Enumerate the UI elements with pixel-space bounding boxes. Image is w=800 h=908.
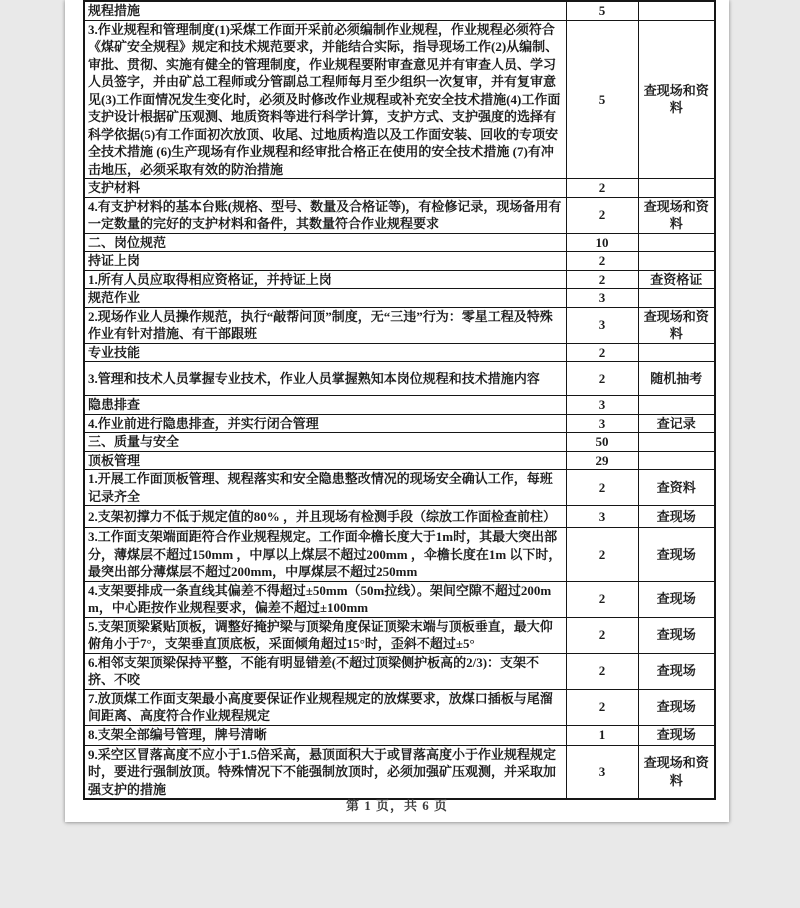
criteria-cell: 二、岗位规范: [84, 233, 566, 252]
table-row: [84, 20, 715, 179]
score-cell: 2: [566, 197, 638, 233]
table-row: [84, 179, 715, 198]
method-cell: 查现场: [638, 653, 715, 689]
criteria-cell: 3.管理和技术人员掌握专业技术，作业人员掌握熟知本岗位规程和技术措施内容: [84, 362, 566, 396]
method-cell: 查现场和资料: [638, 20, 715, 179]
page-number: 第 1 页，共 6 页: [345, 798, 448, 813]
score-cell: 2: [566, 252, 638, 271]
criteria-cell: 5.支架顶梁紧贴顶板，调整好掩护梁与顶梁角度保证顶梁末端与顶板垂直，最大仰俯角小于7°，支架垂直顶底板，采面倾角超过15°时，歪斜不超过±5°: [84, 617, 566, 653]
score-cell: 2: [566, 581, 638, 617]
method-cell: [638, 396, 715, 415]
method-cell: [638, 179, 715, 198]
score-cell: 2: [566, 528, 638, 582]
table-row: [84, 362, 715, 396]
table-row: [84, 343, 715, 362]
criteria-cell: 4.作业前进行隐患排查，并实行闭合管理: [84, 414, 566, 433]
table-row: [84, 745, 715, 799]
score-cell: 2: [566, 179, 638, 198]
table-row: [84, 528, 715, 582]
score-cell: 3: [566, 745, 638, 799]
criteria-cell: 1.开展工作面顶板管理、规程落实和安全隐患整改情况的现场安全确认工作，每班记录齐全: [84, 470, 566, 506]
criteria-cell: 4.有支护材料的基本台账(规格、型号、数量及合格证等)，有检修记录，现场备用有一定数量的完好的支护材料和备件，其数量符合作业规程要求: [84, 197, 566, 233]
criteria-cell: 隐患排查: [84, 396, 566, 415]
method-cell: 随机抽考: [638, 362, 715, 396]
score-cell: 3: [566, 414, 638, 433]
table-row: [84, 725, 715, 745]
method-cell: 查现场: [638, 528, 715, 582]
score-cell: 2: [566, 270, 638, 289]
score-cell: 3: [566, 289, 638, 308]
method-cell: 查记录: [638, 414, 715, 433]
method-cell: 查现场和资料: [638, 197, 715, 233]
criteria-cell: 4.支架要排成一条直线其偏差不得超过±50mm（50m拉线）。架间空隙不超过200mm，中心距按作业规程要求，偏差不超过±100mm: [84, 581, 566, 617]
method-cell: 查现场和资料: [638, 745, 715, 799]
method-cell: 查现场: [638, 725, 715, 745]
assessment-table: [83, 0, 716, 800]
page-footer: [65, 795, 729, 814]
score-cell: 29: [566, 451, 638, 470]
table-row: [84, 414, 715, 433]
criteria-cell: 1.所有人员应取得相应资格证，并持证上岗: [84, 270, 566, 289]
criteria-cell: 持证上岗: [84, 252, 566, 271]
criteria-cell: 规范作业: [84, 289, 566, 308]
score-cell: 2: [566, 470, 638, 506]
score-cell: 2: [566, 689, 638, 725]
table-row: [84, 197, 715, 233]
criteria-cell: 三、质量与安全: [84, 433, 566, 452]
criteria-cell: 支护材料: [84, 179, 566, 198]
table-row: [84, 396, 715, 415]
method-cell: 查现场: [638, 581, 715, 617]
criteria-cell: 2.现场作业人员操作规范，执行“敲帮问顶”制度，无“三违”行为：零星工程及特殊作业有针对措施、有干部跟班: [84, 307, 566, 343]
table-row: [84, 307, 715, 343]
criteria-cell: 8.支架全部编号管理，牌号清晰: [84, 725, 566, 745]
score-cell: 2: [566, 653, 638, 689]
method-cell: 查资料: [638, 470, 715, 506]
table-row: [84, 252, 715, 271]
criteria-cell: 专业技能: [84, 343, 566, 362]
table-row: [84, 689, 715, 725]
assessment-table-body: [84, 1, 715, 799]
score-cell: 2: [566, 343, 638, 362]
score-cell: 10: [566, 233, 638, 252]
table-row: [84, 1, 715, 20]
score-cell: 5: [566, 1, 638, 20]
table-row: [84, 433, 715, 452]
table-row: [84, 289, 715, 308]
score-cell: 2: [566, 362, 638, 396]
table-row: [84, 617, 715, 653]
table-row: [84, 270, 715, 289]
method-cell: [638, 233, 715, 252]
criteria-cell: 9.采空区冒落高度不应小于1.5倍采高，悬顶面积大于或冒落高度小于作业规程规定时，要进行强制放顶。特殊情况下不能强制放顶时，必须加强矿压观测，并采取加强支护的措施: [84, 745, 566, 799]
table-row: [84, 506, 715, 528]
criteria-cell: 7.放顶煤工作面支架最小高度要保证作业规程规定的放煤要求，放煤口插板与尾溜间距离、高度符合作业规程规定: [84, 689, 566, 725]
method-cell: 查资格证: [638, 270, 715, 289]
criteria-cell: 2.支架初撑力不低于规定值的80% ，并且现场有检测手段（综放工作面检查前柱）: [84, 506, 566, 528]
method-cell: [638, 343, 715, 362]
table-row: [84, 233, 715, 252]
method-cell: [638, 1, 715, 20]
table-row: [84, 581, 715, 617]
method-cell: [638, 451, 715, 470]
score-cell: 3: [566, 506, 638, 528]
score-cell: 3: [566, 307, 638, 343]
criteria-cell: 6.相邻支架顶梁保持平整，不能有明显错差(不超过顶梁侧护板高的2/3)：支架不挤、不咬: [84, 653, 566, 689]
table-row: [84, 451, 715, 470]
criteria-cell: 顶板管理: [84, 451, 566, 470]
method-cell: 查现场: [638, 617, 715, 653]
score-cell: 3: [566, 396, 638, 415]
score-cell: 5: [566, 20, 638, 179]
method-cell: 查现场: [638, 689, 715, 725]
method-cell: 查现场: [638, 506, 715, 528]
score-cell: 50: [566, 433, 638, 452]
document-page: [65, 0, 729, 822]
method-cell: 查现场和资料: [638, 307, 715, 343]
table-row: [84, 653, 715, 689]
criteria-cell: 3.作业规程和管理制度(1)采煤工作面开采前必须编制作业规程，作业规程必须符合《煤矿安全规程》规定和技术规范要求，并能结合实际，指导现场工作(2)从编制、审批、贯彻、实施有健全的管理制度，作业规程要附审查意见并有审查人员、学习人员签字，并由矿总工程师或分管副总工程师每月至少组织一次复审，并有复审意见(3)工作面情况发生变化时，必须及时修改作业规程或补充安全技术措施(4)工作面支护设计根据矿压观测、地质资料等进行科学计算，支护方式、支护强度的选择有科学依据(5)有工作面初次放顶、收尾、过地质构造以及工作面安装、回收的专项安全技术措施 (6)生产现场有作业规程和经审批合格正在使用的安全技术措施 (7)有冲击地压，必须采取有效的防治措施: [84, 20, 566, 179]
method-cell: [638, 289, 715, 308]
criteria-cell: 规程措施: [84, 1, 566, 20]
score-cell: 2: [566, 617, 638, 653]
method-cell: [638, 433, 715, 452]
score-cell: 1: [566, 725, 638, 745]
table-row: [84, 470, 715, 506]
method-cell: [638, 252, 715, 271]
criteria-cell: 3.工作面支架端面距符合作业规程规定。工作面伞檐长度大于1m时，其最大突出部分，薄煤层不超过150mm ，中厚以上煤层不超过200mm ，伞檐长度在1m 以下时，最突出部分薄煤层不超过200mm，中厚煤层不超过250mm: [84, 528, 566, 582]
